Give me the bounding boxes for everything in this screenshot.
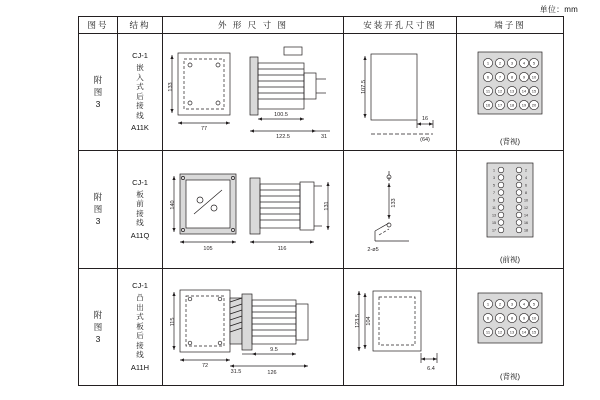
dim-label: 115: [170, 317, 176, 327]
mounting-drawing-cell: [344, 34, 457, 151]
structure-type: 凸出式板后接线: [136, 293, 144, 360]
svg-text:3: 3: [510, 301, 514, 307]
svg-text:9: 9: [493, 198, 495, 203]
dim-label: (64): [420, 137, 430, 144]
svg-text:17: 17: [492, 228, 496, 233]
svg-text:16: 16: [524, 221, 528, 226]
svg-text:6: 6: [486, 315, 490, 321]
mounting-drawing-cell: [344, 151, 457, 268]
dim-label: 77: [200, 126, 208, 133]
svg-text:7: 7: [498, 74, 502, 80]
structure-model: CJ-1: [132, 51, 148, 61]
structure-cell: [118, 268, 163, 385]
figure-no-line: 3: [95, 99, 101, 110]
svg-text:14: 14: [521, 329, 527, 335]
header-outline-drawing: 外 形 尺 寸 图: [163, 17, 344, 34]
svg-text:10: 10: [531, 315, 537, 321]
svg-text:11: 11: [485, 88, 491, 94]
svg-text:6: 6: [486, 74, 490, 80]
svg-text:2: 2: [498, 301, 502, 307]
svg-text:17: 17: [497, 102, 503, 108]
figure-no-cell: [79, 268, 118, 385]
structure-code: A11Q: [130, 230, 150, 240]
structure-model: CJ-1: [132, 281, 148, 291]
svg-text:5: 5: [532, 60, 536, 66]
figure-no-line: 附: [93, 75, 103, 86]
svg-text:3: 3: [510, 60, 514, 66]
svg-text:18: 18: [509, 102, 515, 108]
dim-label: 72: [201, 362, 209, 369]
dim-label: 123.5: [355, 313, 361, 328]
dim-label: 140: [170, 200, 176, 211]
dim-label: 6.4: [427, 365, 435, 372]
svg-text:14: 14: [524, 213, 528, 218]
dim-label: 31.5: [230, 368, 242, 375]
svg-text:10: 10: [524, 198, 528, 203]
dim-label: 2-ø5: [367, 247, 379, 254]
structure-type: 嵌入式后接线: [136, 63, 144, 120]
svg-text:9: 9: [522, 315, 526, 321]
dim-label: 122.5: [276, 134, 290, 141]
header-mounting-drawing: 安装开孔尺寸图: [344, 17, 457, 34]
svg-text:11: 11: [492, 206, 496, 211]
svg-text:20: 20: [531, 102, 537, 108]
svg-text:8: 8: [510, 315, 514, 321]
svg-text:15: 15: [492, 221, 496, 226]
dim-label: 31: [320, 134, 328, 141]
terminal-caption: (背视): [500, 137, 520, 147]
svg-text:9: 9: [522, 74, 526, 80]
svg-text:12: 12: [524, 206, 528, 211]
svg-text:4: 4: [522, 60, 526, 66]
header-terminal-drawing: 端子图: [457, 17, 564, 34]
dim-label: 100.5: [274, 112, 288, 119]
outline-drawing-cell: [163, 34, 344, 151]
svg-text:3: 3: [493, 176, 495, 181]
terminal-drawing-cell: [457, 268, 564, 385]
svg-text:15: 15: [531, 88, 537, 94]
figure-no-cell: [79, 151, 118, 268]
structure-code: A11H: [130, 362, 150, 372]
header-structure: 结构: [118, 17, 163, 34]
svg-text:11: 11: [485, 329, 491, 335]
terminal-caption: (背视): [500, 372, 520, 381]
svg-text:4: 4: [525, 176, 527, 181]
svg-text:5: 5: [493, 183, 495, 188]
terminal-drawing-cell: [457, 34, 564, 151]
table-row: [79, 268, 564, 385]
figure-no-line: 3: [95, 216, 101, 227]
structure-cell: [118, 34, 163, 151]
svg-text:16: 16: [485, 102, 491, 108]
figure-no-cell: [79, 34, 118, 151]
figure-no-line: 图: [93, 321, 103, 332]
spec-table: [78, 16, 564, 386]
dim-label: 105: [203, 246, 213, 253]
terminal-caption: (前视): [500, 254, 520, 264]
svg-text:5: 5: [532, 301, 536, 307]
svg-text:14: 14: [521, 88, 527, 94]
dim-label: 126: [267, 369, 277, 376]
figure-no-line: 3: [95, 333, 101, 344]
structure-type: 板前接线: [136, 189, 144, 228]
outline-drawing-cell: [163, 151, 344, 268]
structure-model: CJ-1: [132, 177, 148, 187]
dim-label: 131: [324, 201, 330, 212]
svg-text:7: 7: [498, 315, 502, 321]
svg-text:12: 12: [497, 88, 503, 94]
structure-code: A11K: [131, 123, 149, 133]
dim-label: 104: [366, 316, 372, 326]
structure-cell: [118, 151, 163, 268]
svg-text:18: 18: [524, 228, 528, 233]
figure-no-line: 图: [93, 204, 103, 215]
svg-text:1: 1: [486, 301, 490, 307]
svg-text:13: 13: [492, 213, 496, 218]
figure-no-line: 图: [93, 87, 103, 98]
terminal-drawing-cell: [457, 151, 564, 268]
dim-label: 133: [168, 82, 174, 92]
svg-text:2: 2: [525, 168, 527, 173]
dim-label: 9.5: [270, 346, 278, 353]
header-figure-no: 图号: [79, 17, 118, 34]
unit-note: 单位：mm: [539, 5, 578, 14]
figure-no-line: 附: [93, 192, 103, 203]
svg-text:12: 12: [497, 329, 503, 335]
table-row: [79, 34, 564, 151]
svg-text:13: 13: [509, 329, 515, 335]
dim-label: 16: [421, 116, 429, 123]
svg-text:1: 1: [486, 60, 490, 66]
dim-label: 133: [391, 198, 397, 209]
table-row: [79, 151, 564, 268]
mounting-drawing-cell: [344, 268, 457, 385]
figure-no-line: 附: [93, 309, 103, 320]
svg-text:10: 10: [531, 74, 537, 80]
outline-drawing-cell: [163, 268, 344, 385]
svg-text:19: 19: [521, 102, 527, 108]
svg-text:8: 8: [525, 191, 527, 196]
svg-text:7: 7: [493, 191, 495, 196]
svg-text:8: 8: [510, 74, 514, 80]
svg-text:4: 4: [522, 301, 526, 307]
svg-text:15: 15: [531, 329, 537, 335]
svg-text:1: 1: [493, 168, 495, 173]
svg-text:13: 13: [509, 88, 515, 94]
dim-label: 116: [277, 246, 287, 253]
dim-label: 107.5: [361, 80, 367, 95]
svg-text:6: 6: [525, 183, 527, 188]
svg-text:2: 2: [498, 60, 502, 66]
